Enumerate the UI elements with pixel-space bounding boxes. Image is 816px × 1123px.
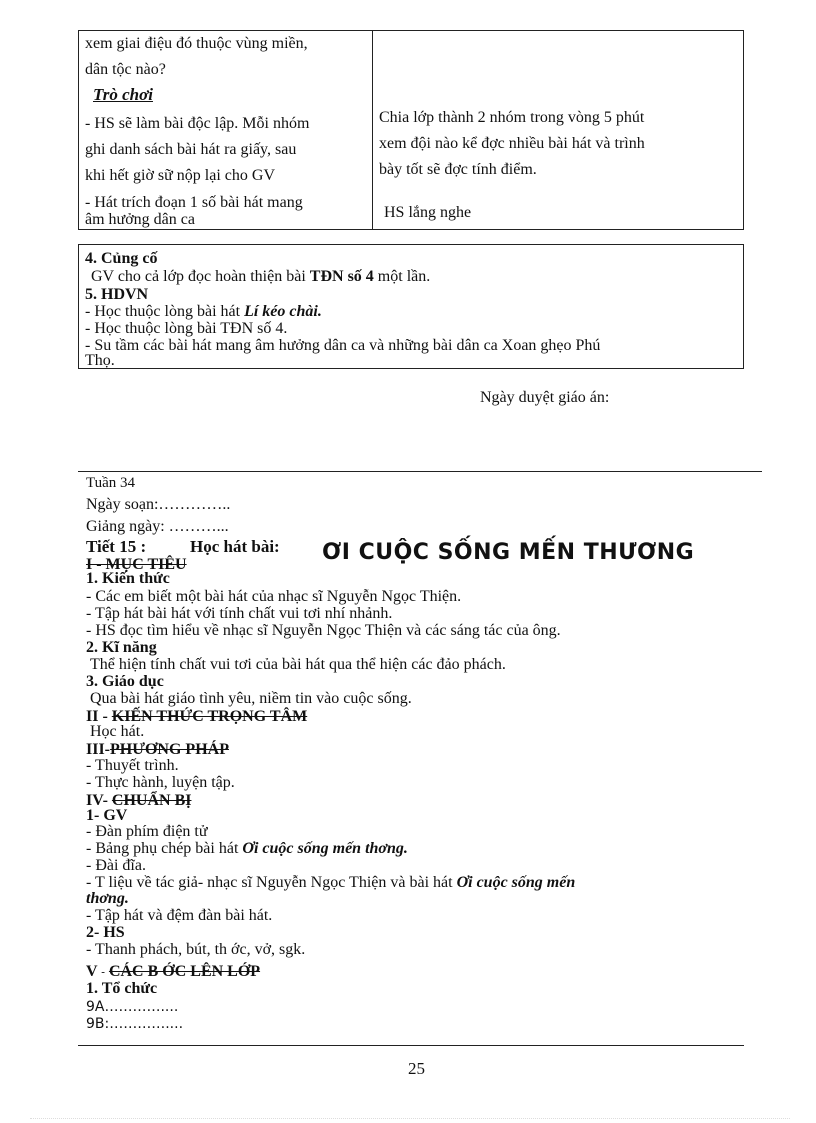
prep-date: Ngày soạn:………….. <box>86 496 231 513</box>
listen-text: HS lắng nghe <box>384 204 472 221</box>
learn-song-label: Học hát bài: <box>190 537 280 556</box>
page-number: 25 <box>408 1059 425 1078</box>
text-line: âm hưởng dân ca <box>85 211 195 228</box>
student-prep-item: - Thanh phách, bút, th ớc, vở, sgk. <box>86 941 306 958</box>
method-item: - Thuyết trình. <box>86 757 179 774</box>
hdvn-item: Thọ. <box>85 352 115 369</box>
text-line: - HS sẽ làm bài độc lập. Mỗi nhóm <box>85 115 310 132</box>
heading-text: PHƯƠNG PHÁP <box>110 741 229 758</box>
teacher-prep-item <box>86 874 575 892</box>
education-text: Qua bài hát giáo tình yêu, niềm tin vào cuộc sống. <box>90 690 412 707</box>
text-span: một lần. <box>373 268 431 285</box>
period-label: Tiết 15 : <box>86 537 147 556</box>
knowledge-item: - Tập hát bài hát với tính chất vui tơi nhí nhảnh. <box>86 605 393 622</box>
hdvn-item: - Học thuộc lòng bài TĐN số 4. <box>85 320 288 337</box>
teacher-prep-heading: 1- GV <box>86 807 128 824</box>
knowledge-item: - HS đọc tìm hiểu về nhạc sĩ Nguyễn Ngọc Thiện và các sáng tác của ông. <box>86 622 561 639</box>
footer-divider <box>78 1045 744 1046</box>
heading-number: III- <box>86 741 111 758</box>
consolidation-heading: 4. Củng cố <box>85 250 158 267</box>
heading-number: II - <box>86 708 108 725</box>
game-left-paragraph <box>85 111 369 189</box>
text-line: bày tốt sẽ đợc tính điểm. <box>379 161 537 178</box>
teacher-prep-item: - Đàn phím điện tử <box>86 823 208 840</box>
skills-heading: 2. Kĩ năng <box>86 639 157 656</box>
text-span-bold: TĐN số 4 <box>309 268 374 285</box>
game-heading: Trò chơi <box>93 85 153 104</box>
text-span-italic: Ơi cuộc sống mến thơng. <box>242 840 408 857</box>
hdvn-item: - Su tầm các bài hát mang âm hưởng dân ca và những bài dân ca Xoan ghẹo Phú <box>85 337 601 354</box>
activity-table <box>78 30 744 230</box>
teacher-prep-item: - Tập hát và đệm đàn bài hát. <box>86 907 273 924</box>
consolidation-line <box>91 268 430 286</box>
text-span-italic: Ơi cuộc sống mến <box>456 874 576 891</box>
knowledge-heading: 1. Kiến thức <box>86 570 170 587</box>
text-line: ghi danh sách bài hát ra giấy, sau <box>85 141 297 158</box>
objectives-heading: I - MỤC TIÊU <box>86 556 187 573</box>
education-heading: 3. Giáo dục <box>86 673 164 690</box>
hdvn-heading: 5. HDVN <box>85 286 149 303</box>
method-item: - Thực hành, luyện tập. <box>86 774 235 791</box>
dash-mark: - <box>101 966 105 978</box>
steps-heading <box>86 963 260 981</box>
text-line: Chia lớp thành 2 nhóm trong vòng 5 phút <box>379 109 645 126</box>
teacher-prep-item-cont: thơng. <box>86 890 129 907</box>
text-span: - Bảng phụ chép bài hát <box>86 840 243 857</box>
text-span: - T liệu về tác giả- nhạc sĩ Nguyễn Ngọc Thiện và bài hát <box>86 874 457 891</box>
knowledge-item: - Các em biết một bài hát của nhạc sĩ Nguyễn Ngọc Thiện. <box>86 588 462 605</box>
focus-text: Học hát. <box>90 723 145 740</box>
heading-text: CÁC B ỚC LÊN LỚP <box>108 963 261 980</box>
skills-text: Thể hiện tính chất vui tơi của bài hát qua thể hiện các đảo phách. <box>90 656 506 673</box>
text-span: - Học thuộc lòng bài hát <box>85 303 245 320</box>
page-bottom-dotted-line <box>30 1118 790 1119</box>
text-line: khi hết giờ sữ nộp lại cho GV <box>85 167 275 184</box>
heading-number: IV- <box>86 792 108 809</box>
week-label: Tuần 34 <box>86 475 136 491</box>
excerpt-left <box>85 194 303 228</box>
teach-date: Giảng ngày: ………... <box>86 518 229 535</box>
teacher-prep-item: - Đài đĩa. <box>86 857 146 874</box>
organization-heading: 1. Tổ chức <box>86 980 158 997</box>
text-span: GV cho cả lớp đọc hoàn thiện bài <box>91 268 310 285</box>
student-prep-heading: 2- HS <box>86 924 125 941</box>
heading-text: KIẾN THỨC TRỌNG TÂM <box>111 708 308 725</box>
heading-text: CHUẨN BỊ <box>111 792 192 809</box>
section-divider <box>78 471 762 472</box>
box-top-border <box>79 244 743 245</box>
song-title: ƠI CUỘC SỐNG MẾN THƯƠNG <box>322 540 695 565</box>
class-9a: 9A………….... <box>86 999 179 1015</box>
teacher-prep-item <box>86 840 408 858</box>
approval-date-label: Ngày duyệt giáo án: <box>480 389 610 406</box>
text-line: - Hát trích đoạn 1 số bài hát mang <box>85 194 303 211</box>
text-line: dân tộc nào? <box>85 61 166 78</box>
text-span-italic: Lí kéo chài. <box>244 303 322 320</box>
heading-number: V <box>86 963 98 980</box>
text-line: xem đội nào kể đợc nhiều bài hát và trình <box>379 135 645 152</box>
table-column-divider <box>372 31 373 229</box>
hdvn-item <box>85 303 322 321</box>
class-9b: 9B:………….... <box>86 1016 184 1032</box>
consolidation-box <box>78 244 744 369</box>
game-right-paragraph <box>379 105 737 183</box>
table-left-cell-intro <box>85 31 308 83</box>
text-line: xem giai điệu đó thuộc vùng miền, <box>85 35 308 52</box>
